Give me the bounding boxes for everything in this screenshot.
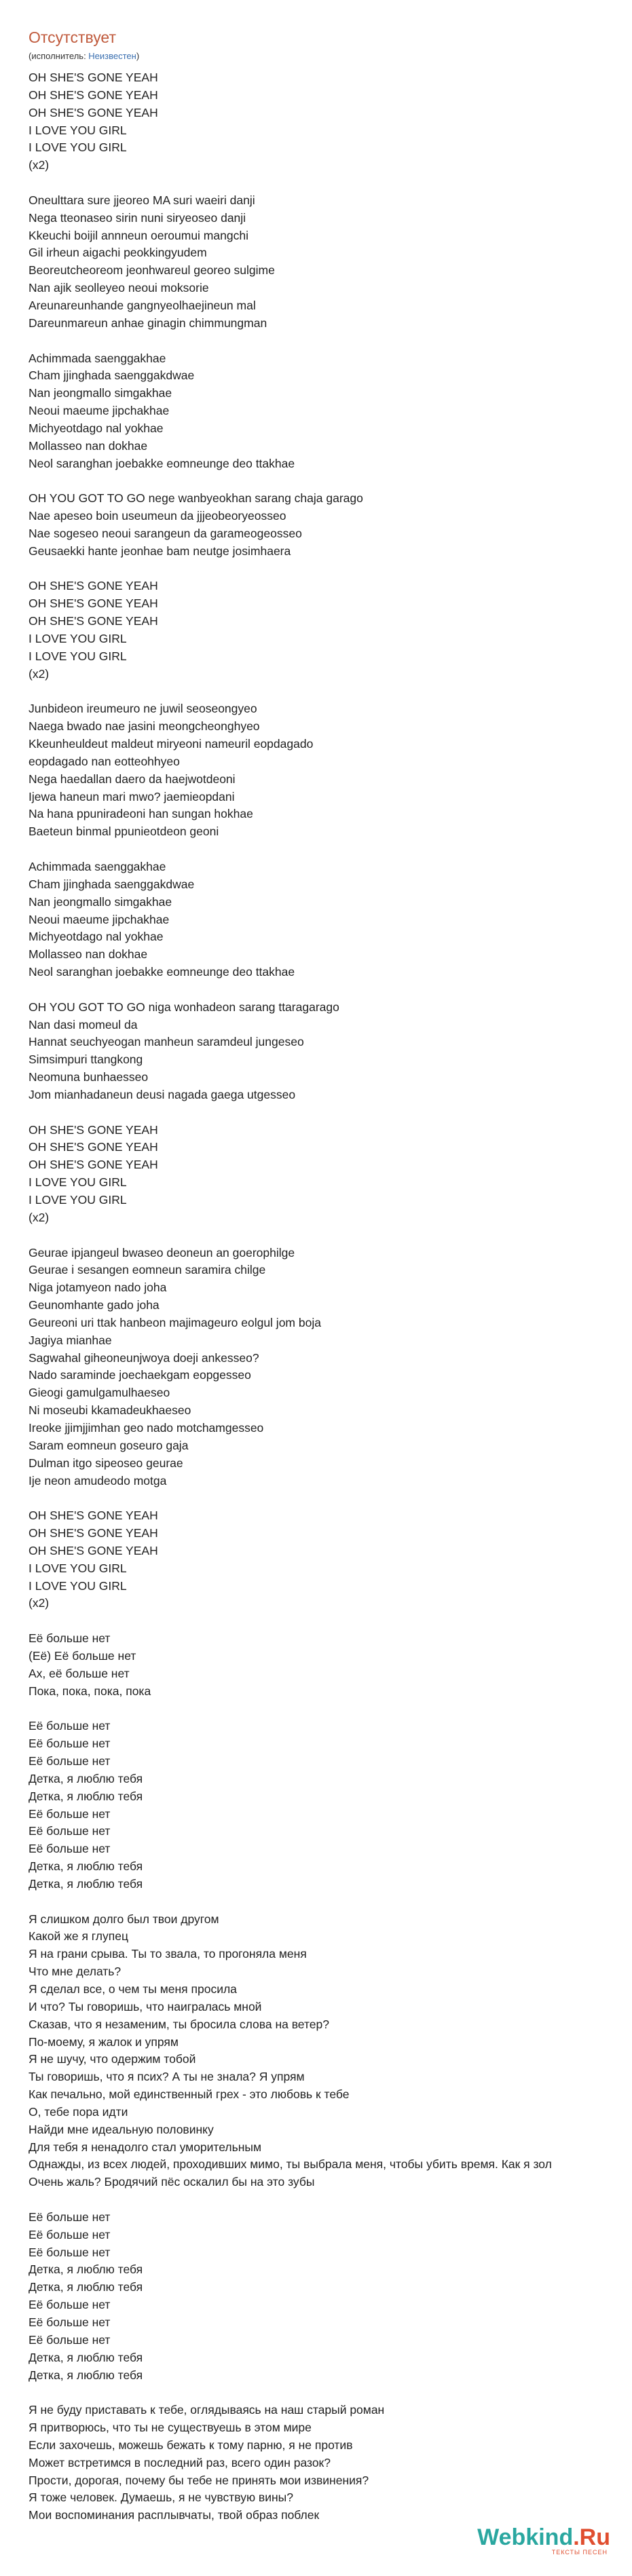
lyric-blank-line [29,841,632,858]
lyric-line: OH SHE'S GONE YEAH [29,88,158,102]
lyric-line: Achimmada saenggakhae [29,859,166,873]
lyric-line: OH SHE'S GONE YEAH [29,579,158,593]
lyric-line: Nega tteonaseo sirin nuni siryeoseo danji [29,210,246,225]
artist-prefix: (исполнитель: [29,51,89,61]
lyric-line: I LOVE YOU GIRL [29,1578,127,1593]
artist-suffix: ) [136,51,140,61]
lyric-line: Geurae ipjangeul bwaseo deoneun an goerophilge [29,1245,295,1259]
lyric-line: OH YOU GOT TO GO nege wanbyeokhan sarang chaja garago [29,491,363,506]
lyric-blank-line [29,683,632,701]
lyric-blank-line [29,333,632,350]
lyric-line: Cham jjinghada saenggakdwae [29,368,195,383]
artist-line [29,50,139,62]
lyric-line: Я сделал все, о чем ты меня просила [29,1982,237,1996]
lyric-line: OH SHE'S GONE YEAH [29,105,158,119]
lyric-line: Я не шучу, что одержим тобой [29,2052,196,2066]
lyric-line: Mollasseo nan dokhae [29,438,148,453]
lyric-line: I LOVE YOU GIRL [29,649,127,663]
lyric-line: Ni moseubi kkamadeukhaeseo [29,1403,191,1418]
lyric-line: (x2) [29,1210,50,1224]
lyric-blank-line [29,1490,632,1507]
lyric-line: Beoreutcheoreom jeonhwareul georeo sulgime [29,263,275,278]
lyric-line: Какой же я глупец [29,1929,128,1944]
lyric-line: Kkeunheuldeut maldeut miryeoni nameuril eopdagado [29,737,314,751]
lyric-line: Детка, я люблю тебя [29,2368,143,2382]
lyric-line: Я не буду приставать к тебе, оглядываясь на наш старый роман [29,2403,385,2417]
lyric-line: Baeteun binmal ppunieotdeon geoni [29,825,219,839]
lyric-line: Nan ajik seolleyeo neoui moksorie [29,281,209,295]
lyric-line: Её больше нет [29,1806,111,1821]
lyric-blank-line [29,1700,632,1718]
lyric-line: (Её) Её больше нет [29,1648,136,1663]
lyric-line: Neoui maeume jipchakhae [29,404,170,418]
lyric-line: Hannat seuchyeogan manheun saramdeul jungeseo [29,1035,304,1049]
lyric-line: Gieogi gamulgamulhaeseo [29,1386,170,1400]
lyric-line: OH SHE'S GONE YEAH [29,1526,158,1540]
lyric-line: I LOVE YOU GIRL [29,1561,127,1575]
lyric-line: Детка, я люблю тебя [29,1771,143,1785]
lyric-line: OH SHE'S GONE YEAH [29,1158,158,1172]
lyric-line: OH SHE'S GONE YEAH [29,1509,158,1523]
lyric-line: I LOVE YOU GIRL [29,632,127,645]
lyric-blank-line [29,1227,632,1245]
lyric-line: OH SHE'S GONE YEAH [29,614,158,628]
lyric-line: Её больше нет [29,2245,111,2259]
lyric-line: Её больше нет [29,1719,111,1733]
lyric-line: Сказав, что я незаменим, ты бросила слова на ветер? [29,2017,329,2031]
lyric-blank-line [29,1612,632,1630]
lyric-line: Geunomhante gado joha [29,1298,160,1312]
lyric-line: По-моему, я жалок и упрям [29,2034,179,2049]
lyric-line: Ijewa haneun mari mwo? jaemieopdani [29,789,235,803]
lyric-line: OH SHE'S GONE YEAH [29,1140,158,1154]
lyric-line: Cham jjinghada saenggakdwae [29,877,195,891]
lyric-line: Geurae i sesangen eomneun saramira chilge [29,1263,266,1277]
lyric-line: Nae apeseo boin useumeun da jjjeobeoryeosseo [29,509,286,523]
lyric-line: Simsimpuri ttangkong [29,1053,143,1067]
lyric-line: Её больше нет [29,2315,111,2329]
lyric-line: И что? Ты говоришь, что наигралась мной [29,1999,262,2013]
lyric-line: Niga jotamyeon nado joha [29,1281,167,1295]
lyric-line: Её больше нет [29,1824,111,1838]
lyric-line: Nado saraminde joechaekgam eopgesseo [29,1368,251,1382]
lyric-line: I LOVE YOU GIRL [29,1175,127,1190]
lyric-line: Michyeotdago nal yokhae [29,930,164,944]
logo-main-text: Webkind [477,2524,574,2550]
lyric-line: OH YOU GOT TO GO niga wonhadeon sarang ttaragarago [29,1000,339,1014]
lyric-line: О, тебе пора идти [29,2104,128,2119]
lyric-line: Её больше нет [29,1631,111,1646]
lyric-line: Nan dasi momeul da [29,1017,138,1031]
lyric-line: Мои воспоминания расплывчаты, твой образ поблек [29,2508,320,2522]
lyric-line: (x2) [29,158,50,172]
lyric-line: OH SHE'S GONE YEAH [29,1543,158,1557]
lyric-line: Jom mianhadaneun deusi nagada gaega utgesseo [29,1087,296,1101]
logo-domain-text: .Ru [573,2524,610,2550]
lyric-line: Kkeuchi boijil annneun oeroumui mangchi [29,228,248,242]
lyric-line: Nae sogeseo neoui sarangeun da garameogeosseo [29,526,302,540]
lyric-line: Её больше нет [29,1754,111,1768]
lyric-line: Achimmada saenggakhae [29,351,166,365]
lyric-line: Детка, я люблю тебя [29,2350,143,2364]
lyric-line: OH SHE'S GONE YEAH [29,596,158,611]
lyric-line: Nega haedallan daero da haejwotdeoni [29,772,236,786]
lyric-line: Если захочешь, можешь бежать к тому парню, я не против [29,2438,353,2452]
lyric-line: Neol saranghan joebakke eomneunge deo ttakhae [29,965,295,979]
lyric-line: (x2) [29,1596,50,1610]
lyric-line: Детка, я люблю тебя [29,2262,143,2277]
lyric-line: I LOVE YOU GIRL [29,123,127,137]
lyric-line: Что мне делать? [29,1965,122,1979]
lyric-line: Nan jeongmallo simgakhae [29,386,172,400]
lyric-line: I LOVE YOU GIRL [29,1193,127,1207]
lyric-line: Я притворюсь, что ты не существуешь в этом мире [29,2421,312,2435]
lyric-line: Её больше нет [29,1737,111,1751]
lyric-line: Пока, пока, пока, пока [29,1684,151,1698]
lyric-line: Neomuna bunhaesseo [29,1070,149,1084]
lyric-blank-line [29,174,632,192]
lyric-line: Я слишком долго был твои другом [29,1912,219,1926]
lyric-line: I LOVE YOU GIRL [29,140,127,155]
lyric-line: Её больше нет [29,2210,111,2224]
lyric-line: Michyeotdago nal yokhae [29,421,164,435]
lyric-line: Детка, я люблю тебя [29,1876,143,1891]
lyric-line: Её больше нет [29,2298,111,2312]
lyric-line: Sagwahal giheoneunjwoya doeji ankesseo? [29,1350,259,1365]
lyric-line: Ireoke jjimjjimhan geo nado motchamgesseo [29,1420,264,1435]
lyric-blank-line [29,1893,632,1911]
lyric-line: Mollasseo nan dokhae [29,947,148,962]
lyric-line: Однажды, из всех людей, проходивших мимо, ты выбрала меня, чтобы убить время. Как я зол [29,2157,552,2172]
lyric-blank-line [29,2191,632,2209]
lyric-line: Geureoni uri ttak hanbeon majimageuro eolgul jom boja [29,1315,321,1329]
lyric-line: Naega bwado nae jasini meongcheonghyeo [29,719,260,734]
lyric-line: Junbideon ireumeuro ne juwil seoseongyeo [29,702,257,716]
lyrics-body [29,69,632,2524]
logo-tagline: ТЕКСТЫ ПЕСЕН [551,2549,608,2556]
lyric-line: Ije neon amudeodo motga [29,1473,167,1488]
lyric-line: Её больше нет [29,1842,111,1856]
lyric-line: Ах, её больше нет [29,1666,130,1680]
lyric-line: Dareunmareun anhae ginagin chimmungman [29,316,267,330]
lyric-line: Oneulttara sure jjeoreo MA suri waeiri danji [29,193,255,207]
lyric-blank-line [29,981,632,999]
lyric-line: Neol saranghan joebakke eomneunge deo ttakhae [29,456,295,470]
lyric-line: Я тоже человек. Думаешь, я не чувствую вины? [29,2490,293,2505]
lyric-line: Я на грани срыва. Ты то звала, то прогоняла меня [29,1947,307,1961]
lyric-line: OH SHE'S GONE YEAH [29,71,158,84]
lyric-line: Geusaekki hante jeonhae bam neutge josimhaera [29,544,291,558]
lyric-line: Детка, я люблю тебя [29,1859,143,1874]
lyric-line: Neoui maeume jipchakhae [29,912,170,926]
lyric-line: Её больше нет [29,2227,111,2241]
lyric-line: Как печально, мой единственный грех - это любовь к тебе [29,2087,350,2102]
lyric-line: Dulman itgo sipeoseo geurae [29,1456,183,1470]
lyric-blank-line [29,1104,632,1122]
lyric-line: Прости, дорогая, почему бы тебе не принять мои извинения? [29,2473,369,2487]
lyric-line: Na hana ppuniradeoni han sungan hokhae [29,807,253,821]
lyric-line: Для тебя я ненадолго стал уморительным [29,2140,262,2154]
lyric-line: eopdagado nan eotteohhyeo [29,754,180,768]
lyric-line: Детка, я люблю тебя [29,2280,143,2294]
lyric-line: Ты говоришь, что я псих? А ты не знала? Я упрям [29,2070,305,2084]
lyric-line: Может встретимся в последний раз, всего один разок? [29,2455,331,2469]
lyric-line: Её больше нет [29,2332,111,2347]
song-title: Отсутствует [29,29,116,46]
lyric-blank-line [29,472,632,490]
lyric-line: Areunareunhande gangnyeolhaejineun mal [29,298,256,312]
site-watermark [477,2524,610,2556]
lyric-line: Детка, я люблю тебя [29,1789,143,1803]
lyric-line: (x2) [29,666,50,681]
lyric-line: Gil irheun aigachi peokkingyudem [29,246,207,260]
artist-link[interactable]: Неизвестен [88,51,136,61]
lyric-line: Jagiya mianhae [29,1333,112,1347]
lyric-line: Saram eomneun goseuro gaja [29,1438,189,1452]
lyric-line: Очень жаль? Бродячий пёс оскалил бы на это зубы [29,2175,315,2189]
lyric-blank-line [29,561,632,578]
site-logo [477,2524,610,2550]
lyric-line: OH SHE'S GONE YEAH [29,1122,158,1137]
song-header [29,27,139,62]
lyric-line: Nan jeongmallo simgakhae [29,894,172,909]
lyric-blank-line [29,2384,632,2402]
lyric-line: Найди мне идеальную половинку [29,2122,214,2136]
